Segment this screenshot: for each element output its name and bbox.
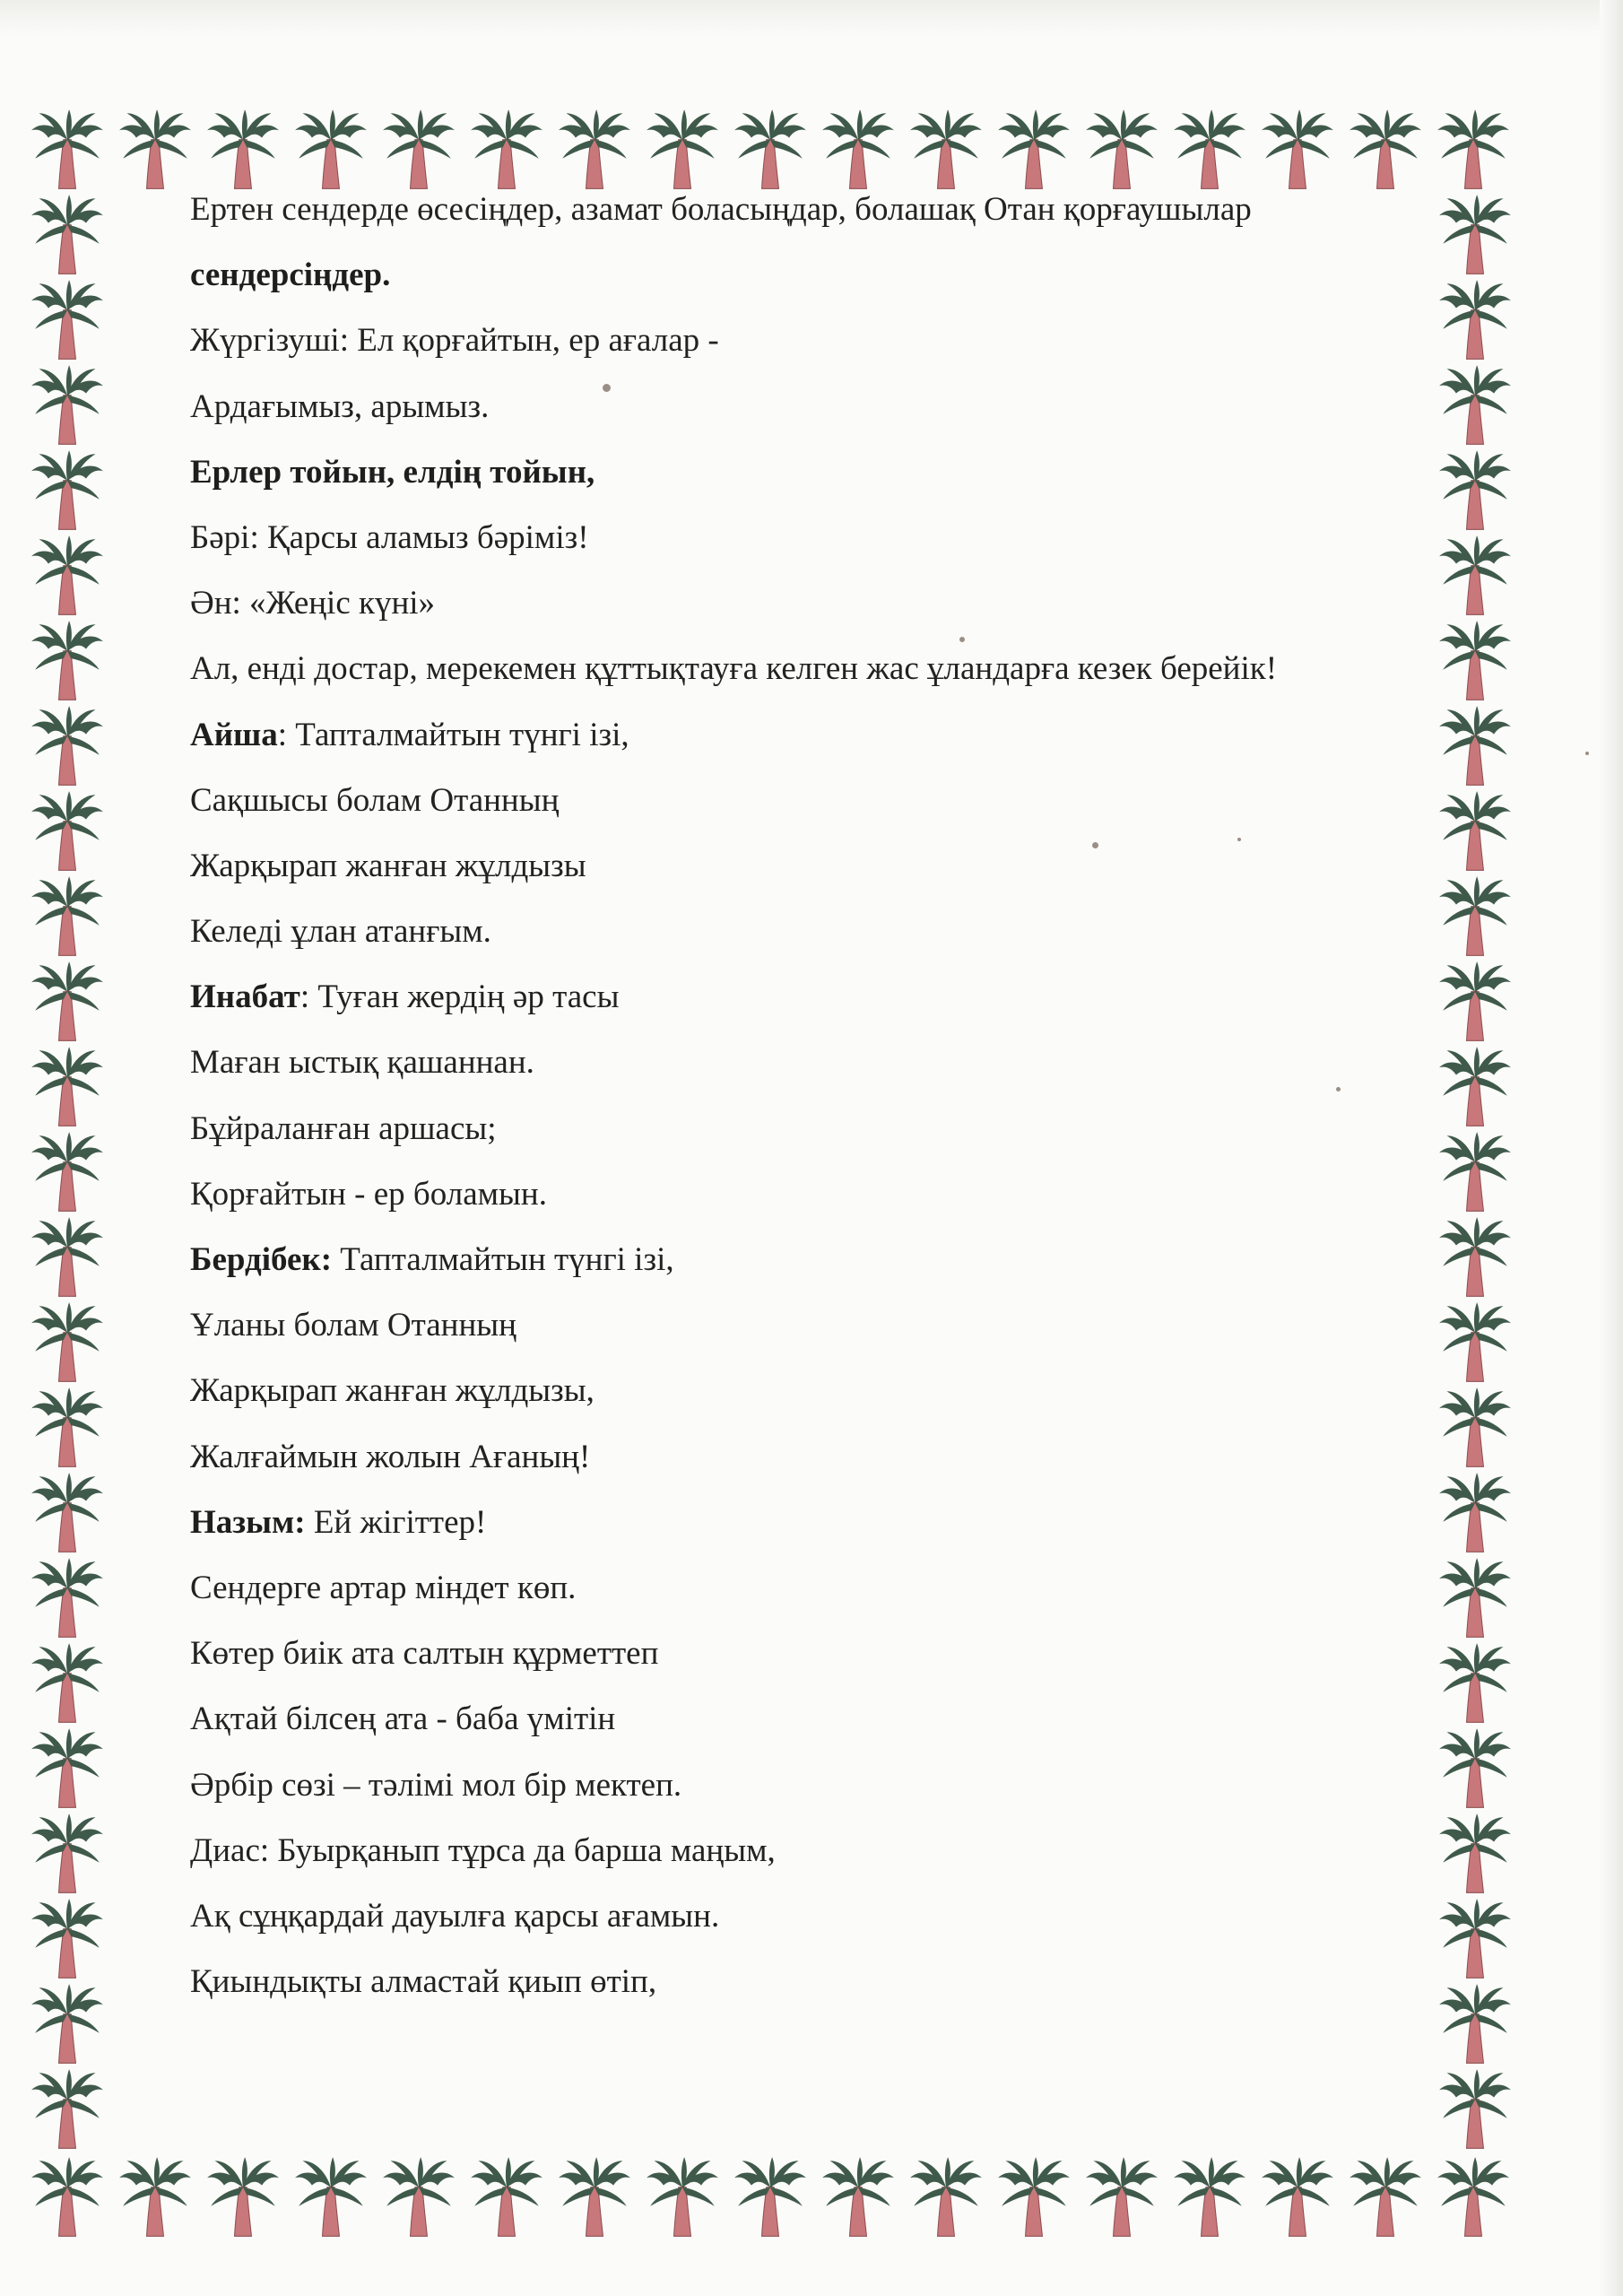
palm-tree-icon bbox=[1262, 109, 1333, 188]
palm-tree-icon bbox=[119, 109, 191, 188]
palm-tree-icon bbox=[1439, 365, 1511, 444]
line-text: Ертен сендерде өсесіңдер, азамат боласыңдар, болашақ Отан қорғаушылар bbox=[190, 191, 1252, 228]
palm-tree-icon bbox=[31, 1813, 103, 1892]
palm-tree-icon bbox=[1439, 195, 1511, 274]
script-line bbox=[190, 843, 1445, 909]
palm-tree-icon bbox=[822, 2157, 894, 2236]
palm-tree-icon bbox=[31, 876, 103, 955]
line-text: Сендерге артар міндет көп. bbox=[190, 1569, 577, 1606]
palm-tree-icon bbox=[31, 2157, 103, 2236]
palm-tree-icon bbox=[1350, 109, 1421, 188]
line-text: Көтер биік ата салтын құрметтеп bbox=[190, 1635, 659, 1673]
palm-tree-icon bbox=[1439, 1813, 1511, 1892]
palm-tree-icon bbox=[471, 109, 542, 188]
script-text bbox=[190, 187, 1445, 2024]
line-text: Жүргізуші: Ел қорғайтын, ер ағалар - bbox=[190, 322, 719, 360]
script-line bbox=[190, 580, 1445, 646]
line-text: Маған ыстық қашаннан. bbox=[190, 1044, 534, 1082]
palm-tree-icon bbox=[295, 2157, 367, 2236]
palm-tree-icon bbox=[1086, 2157, 1158, 2236]
palm-tree-icon bbox=[910, 2157, 982, 2236]
line-text: Ақ сұңқардай дауылға қарсы ағамын. bbox=[190, 1897, 720, 1935]
palm-tree-icon bbox=[1262, 2157, 1333, 2236]
palm-tree-icon bbox=[1439, 1473, 1511, 1552]
script-line bbox=[190, 778, 1445, 843]
palm-tree-icon bbox=[910, 109, 982, 188]
palm-tree-icon bbox=[1439, 1302, 1511, 1381]
script-line bbox=[190, 712, 1445, 778]
palm-tree-icon bbox=[119, 2157, 191, 2236]
palm-tree-icon bbox=[31, 621, 103, 700]
palm-tree-icon bbox=[1350, 2157, 1421, 2236]
palm-tree-icon bbox=[383, 2157, 455, 2236]
palm-tree-icon bbox=[31, 1132, 103, 1211]
palm-tree-icon bbox=[1439, 1387, 1511, 1466]
line-text: Қорғайтын - ер боламын. bbox=[190, 1175, 547, 1213]
script-line bbox=[190, 1959, 1445, 2024]
palm-tree-icon bbox=[31, 450, 103, 529]
palm-tree-icon bbox=[207, 109, 279, 188]
palm-tree-icon bbox=[207, 2157, 279, 2236]
script-line bbox=[190, 1039, 1445, 1105]
palm-tree-icon bbox=[295, 109, 367, 188]
speaker-name: Айша bbox=[190, 716, 278, 753]
palm-tree-icon bbox=[998, 109, 1070, 188]
script-line bbox=[190, 1893, 1445, 1959]
line-text: Ән: «Жеңіс күні» bbox=[190, 585, 436, 622]
palm-tree-icon bbox=[559, 109, 630, 188]
palm-tree-icon bbox=[31, 1899, 103, 1978]
line-text: Қиындықты алмастай қиып өтіп, bbox=[190, 1963, 657, 2001]
palm-tree-icon bbox=[31, 195, 103, 274]
script-line bbox=[190, 1828, 1445, 1893]
speaker-name: Назым: bbox=[190, 1503, 306, 1541]
palm-tree-icon bbox=[471, 2157, 542, 2236]
script-line bbox=[190, 1631, 1445, 1696]
palm-tree-icon bbox=[1439, 1643, 1511, 1722]
line-text: Әрбір сөзі – тәлімі мол бір мектеп. bbox=[190, 1766, 682, 1804]
script-line bbox=[190, 1106, 1445, 1171]
palm-tree-icon bbox=[1439, 706, 1511, 785]
palm-tree-icon bbox=[822, 109, 894, 188]
palm-tree-icon bbox=[31, 109, 103, 188]
palm-tree-icon bbox=[1439, 1132, 1511, 1211]
palm-tree-icon bbox=[1439, 2069, 1511, 2148]
palm-tree-icon bbox=[1439, 876, 1511, 955]
script-line bbox=[190, 1696, 1445, 1761]
palm-tree-icon bbox=[31, 1558, 103, 1637]
line-text: Жарқырап жанған жұлдызы bbox=[190, 847, 586, 884]
palm-tree-icon bbox=[31, 791, 103, 870]
script-line bbox=[190, 1237, 1445, 1302]
palm-tree-icon bbox=[1439, 1728, 1511, 1807]
palm-tree-icon bbox=[31, 706, 103, 785]
palm-tree-icon bbox=[31, 280, 103, 359]
speaker-name: Бердібек: bbox=[190, 1241, 333, 1278]
script-line bbox=[190, 449, 1445, 515]
scan-speck bbox=[1585, 752, 1589, 755]
palm-tree-icon bbox=[1174, 2157, 1245, 2236]
line-text: Ардағымыз, арымыз. bbox=[190, 387, 490, 425]
palm-tree-icon bbox=[31, 1984, 103, 2063]
palm-tree-icon bbox=[1439, 1899, 1511, 1978]
palm-tree-icon bbox=[1437, 109, 1509, 188]
script-line bbox=[190, 1434, 1445, 1500]
script-line bbox=[190, 1368, 1445, 1433]
script-line bbox=[190, 1762, 1445, 1828]
palm-tree-icon bbox=[1439, 961, 1511, 1040]
palm-tree-icon bbox=[31, 535, 103, 614]
palm-tree-icon bbox=[647, 2157, 718, 2236]
scan-speck bbox=[1237, 838, 1241, 841]
palm-tree-icon bbox=[31, 1728, 103, 1807]
script-line bbox=[190, 1500, 1445, 1565]
line-text: Келеді ұлан атанғым. bbox=[190, 913, 491, 951]
script-line bbox=[190, 909, 1445, 974]
line-text: Ұланы болам Отанның bbox=[190, 1307, 516, 1344]
palm-tree-icon bbox=[734, 109, 806, 188]
palm-tree-icon bbox=[647, 109, 718, 188]
palm-tree-icon bbox=[1439, 1217, 1511, 1296]
line-text: Жалғаймын жолын Ағаның! bbox=[190, 1438, 591, 1475]
script-line bbox=[190, 974, 1445, 1039]
palm-tree-icon bbox=[1174, 109, 1245, 188]
palm-tree-icon bbox=[1439, 791, 1511, 870]
scan-speck bbox=[603, 384, 611, 392]
line-text: Бұйраланған аршасы; bbox=[190, 1109, 497, 1147]
line-text: : Тапталмайтын түнгі ізі, bbox=[277, 716, 629, 753]
palm-tree-icon bbox=[1439, 1047, 1511, 1126]
palm-tree-icon bbox=[31, 1473, 103, 1552]
speaker-name: Инабат bbox=[190, 978, 300, 1016]
line-text: Ей жігіттер! bbox=[305, 1503, 487, 1541]
line-text: Тапталмайтын түнгі ізі, bbox=[332, 1241, 674, 1278]
palm-tree-icon bbox=[1439, 621, 1511, 700]
line-text: : Туған жердің әр тасы bbox=[299, 978, 620, 1016]
palm-tree-icon bbox=[31, 961, 103, 1040]
palm-tree-icon bbox=[559, 2157, 630, 2236]
scan-speck bbox=[959, 637, 965, 642]
palm-tree-icon bbox=[31, 2069, 103, 2148]
palm-tree-icon bbox=[383, 109, 455, 188]
line-text: Ақтай білсең ата - баба үмітін bbox=[190, 1700, 616, 1738]
line-text: Бәрі: Қарсы аламыз бәріміз! bbox=[190, 518, 589, 556]
line-text: Ерлер тойын, елдің тойын, bbox=[190, 453, 595, 491]
scan-speck bbox=[1336, 1087, 1341, 1091]
palm-tree-icon bbox=[1086, 109, 1158, 188]
line-text: сендерсіңдер. bbox=[190, 257, 391, 294]
script-line bbox=[190, 317, 1445, 383]
palm-tree-icon bbox=[734, 2157, 806, 2236]
palm-tree-icon bbox=[31, 365, 103, 444]
palm-tree-icon bbox=[1439, 1558, 1511, 1637]
palm-tree-icon bbox=[31, 1387, 103, 1466]
palm-tree-icon bbox=[31, 1643, 103, 1722]
script-line bbox=[190, 252, 1445, 317]
palm-tree-icon bbox=[31, 1302, 103, 1381]
palm-tree-icon bbox=[1439, 280, 1511, 359]
script-line bbox=[190, 1171, 1445, 1237]
palm-tree-icon bbox=[998, 2157, 1070, 2236]
line-text: Сақшысы болам Отанның bbox=[190, 781, 560, 819]
script-line bbox=[190, 384, 1445, 449]
script-line bbox=[190, 1302, 1445, 1368]
scan-speck bbox=[1092, 842, 1098, 848]
palm-tree-icon bbox=[1439, 535, 1511, 614]
palm-tree-icon bbox=[1439, 1984, 1511, 2063]
script-line bbox=[190, 515, 1445, 580]
script-line bbox=[190, 646, 1445, 711]
palm-tree-icon bbox=[31, 1047, 103, 1126]
palm-tree-icon bbox=[31, 1217, 103, 1296]
script-line bbox=[190, 1565, 1445, 1631]
palm-tree-icon bbox=[1439, 450, 1511, 529]
script-line bbox=[190, 187, 1445, 252]
line-text: Диас: Буырқанып тұрса да барша маңым, bbox=[190, 1831, 776, 1869]
line-text: Ал, енді достар, мерекемен құттықтауға келген жас ұландарға кезек берейік! bbox=[190, 650, 1278, 688]
line-text: Жарқырап жанған жұлдызы, bbox=[190, 1372, 595, 1410]
palm-tree-icon bbox=[1437, 2157, 1509, 2236]
